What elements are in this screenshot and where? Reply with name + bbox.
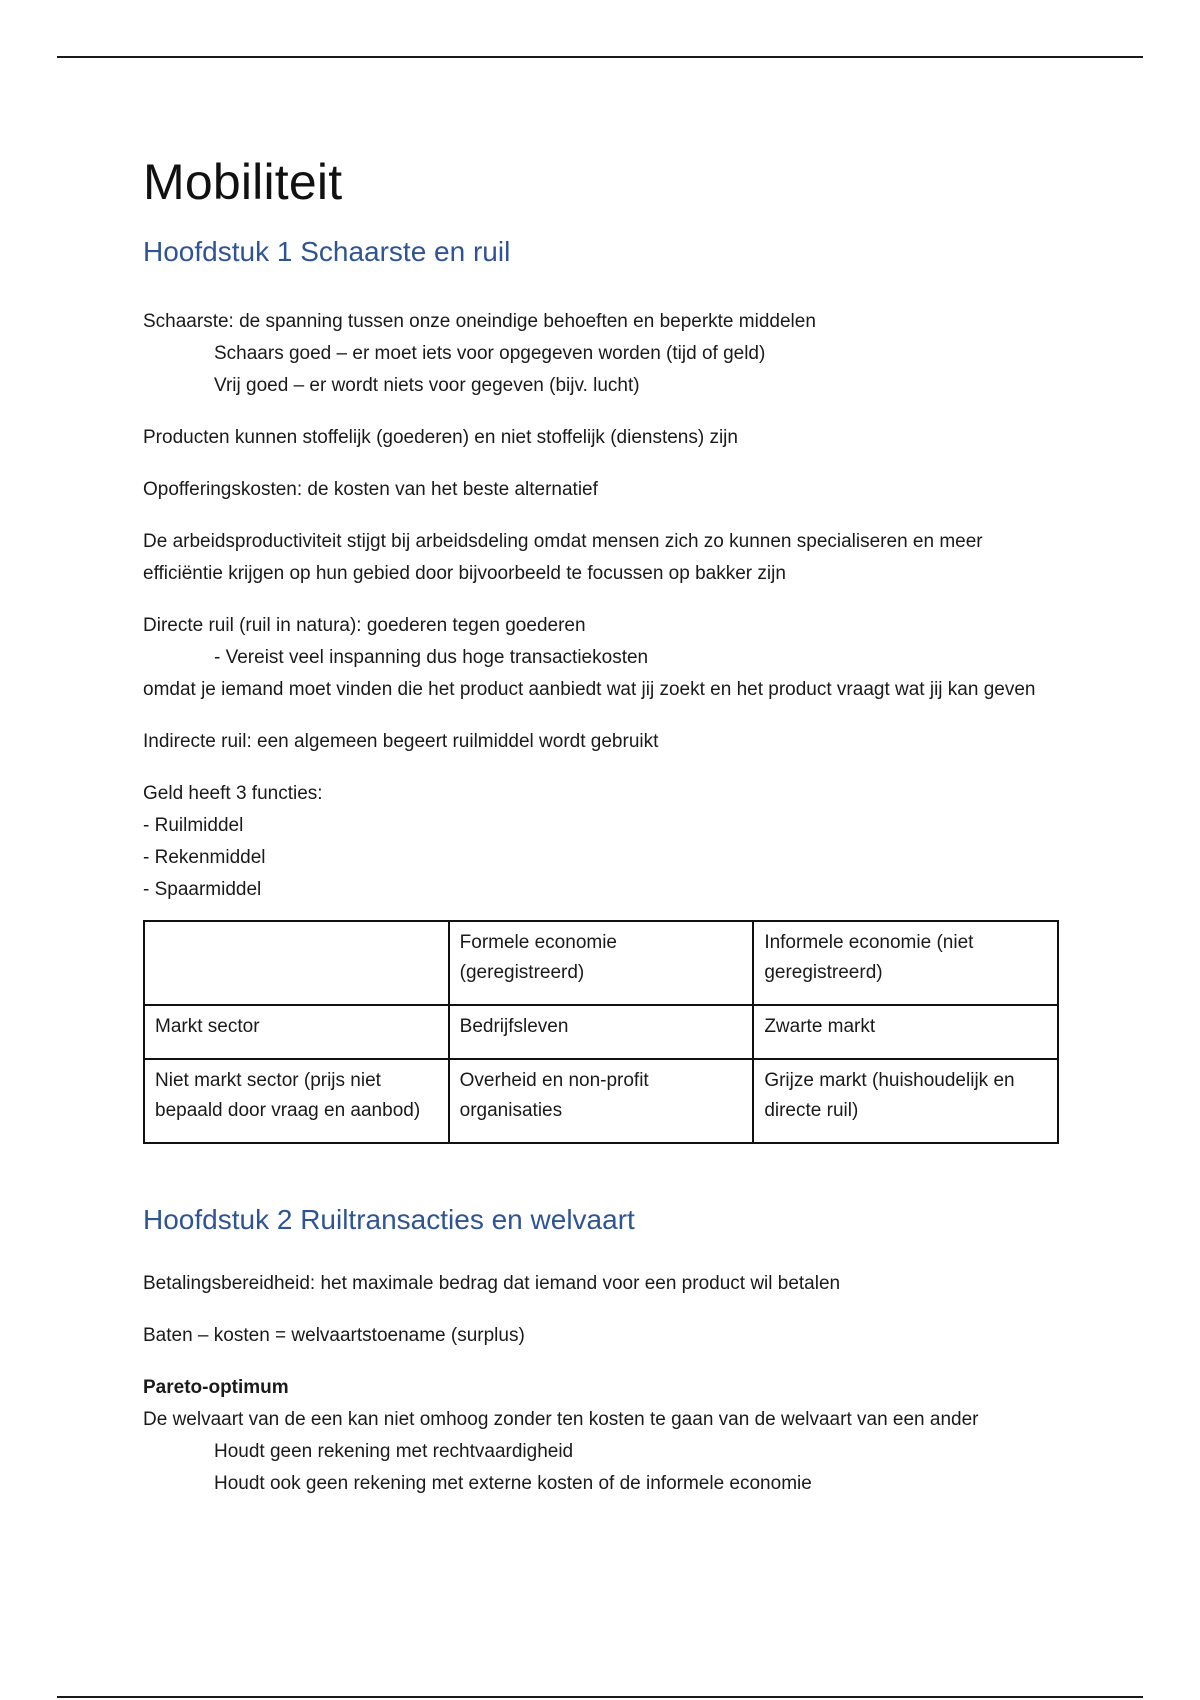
schaars-goed-line: Schaars goed – er moet iets voor opgegeven worden (tijd of geld) [214, 343, 766, 364]
table-row [144, 921, 1058, 1005]
pareto-paragraph [143, 1372, 1063, 1500]
geld-intro: Geld heeft 3 functies: [143, 783, 323, 804]
schaarste-paragraph [143, 306, 1063, 402]
indirecte-ruil-paragraph: Indirecte ruil: een algemeen begeert ruilmiddel wordt gebruikt [143, 731, 659, 752]
table-cell: Niet markt sector (prijs niet bepaald door vraag en aanbod) [144, 1059, 449, 1143]
opofferingskosten-paragraph: Opofferingskosten: de kosten van het beste alternatief [143, 479, 598, 500]
table-cell [144, 921, 449, 1005]
list-item: - Ruilmiddel [143, 815, 244, 836]
pareto-definition: De welvaart van de een kan niet omhoog zonder ten kosten te gaan van de welvaart van een ander [143, 1409, 979, 1430]
directe-ruil-continuation: omdat je iemand moet vinden die het product aanbiedt wat jij zoekt en het product vraagt wat jij kan geven [143, 679, 1036, 700]
baten-paragraph: Baten – kosten = welvaartstoename (surplus) [143, 1325, 525, 1346]
table-row [144, 1005, 1058, 1059]
geld-paragraph [143, 778, 1063, 906]
chapter2-heading: Hoofdstuk 2 Ruiltransacties en welvaart [143, 1204, 635, 1235]
pareto-heading: Pareto-optimum [143, 1377, 289, 1398]
page-title: Mobiliteit [143, 154, 343, 210]
economy-table [143, 920, 1059, 1144]
list-item: - Spaarmiddel [143, 879, 262, 900]
table-cell: Overheid en non-profit organisaties [449, 1059, 754, 1143]
list-item: - Rekenmiddel [143, 847, 266, 868]
directe-ruil-definition: Directe ruil (ruil in natura): goederen tegen goederen [143, 615, 586, 636]
top-rule [57, 56, 1143, 58]
document-body [143, 140, 1063, 1520]
producten-paragraph: Producten kunnen stoffelijk (goederen) en niet stoffelijk (dienstens) zijn [143, 427, 738, 448]
arbeidsproductiviteit-paragraph: De arbeidsproductiviteit stijgt bij arbeidsdeling omdat mensen zich zo kunnen specialiseren en meer efficiëntie krijgen op hun gebied door bijvoorbeeld te focussen op bakker zijn [143, 531, 983, 584]
vrij-goed-line: Vrij goed – er wordt niets voor gegeven (bijv. lucht) [214, 375, 640, 396]
table-cell: Bedrijfsleven [449, 1005, 754, 1059]
pareto-note-2: Houdt ook geen rekening met externe kosten of de informele economie [214, 1473, 812, 1494]
table-cell: Grijze markt (huishoudelijk en directe ruil) [753, 1059, 1058, 1143]
table-cell: Markt sector [144, 1005, 449, 1059]
table-cell: Zwarte markt [753, 1005, 1058, 1059]
table-header-formal: Formele economie (geregistreerd) [449, 921, 754, 1005]
pareto-note-1: Houdt geen rekening met rechtvaardigheid [214, 1441, 574, 1462]
table-header-informal: Informele economie (niet geregistreerd) [753, 921, 1058, 1005]
bottom-rule [57, 1696, 1143, 1698]
directe-ruil-bullet: - Vereist veel inspanning dus hoge transactiekosten [214, 647, 649, 668]
chapter1-heading: Hoofdstuk 1 Schaarste en ruil [143, 236, 511, 267]
betalingsbereidheid-paragraph: Betalingsbereidheid: het maximale bedrag dat iemand voor een product wil betalen [143, 1273, 841, 1294]
directe-ruil-paragraph [143, 610, 1063, 706]
table-row [144, 1059, 1058, 1143]
schaarste-definition: Schaarste: de spanning tussen onze oneindige behoeften en beperkte middelen [143, 311, 816, 332]
